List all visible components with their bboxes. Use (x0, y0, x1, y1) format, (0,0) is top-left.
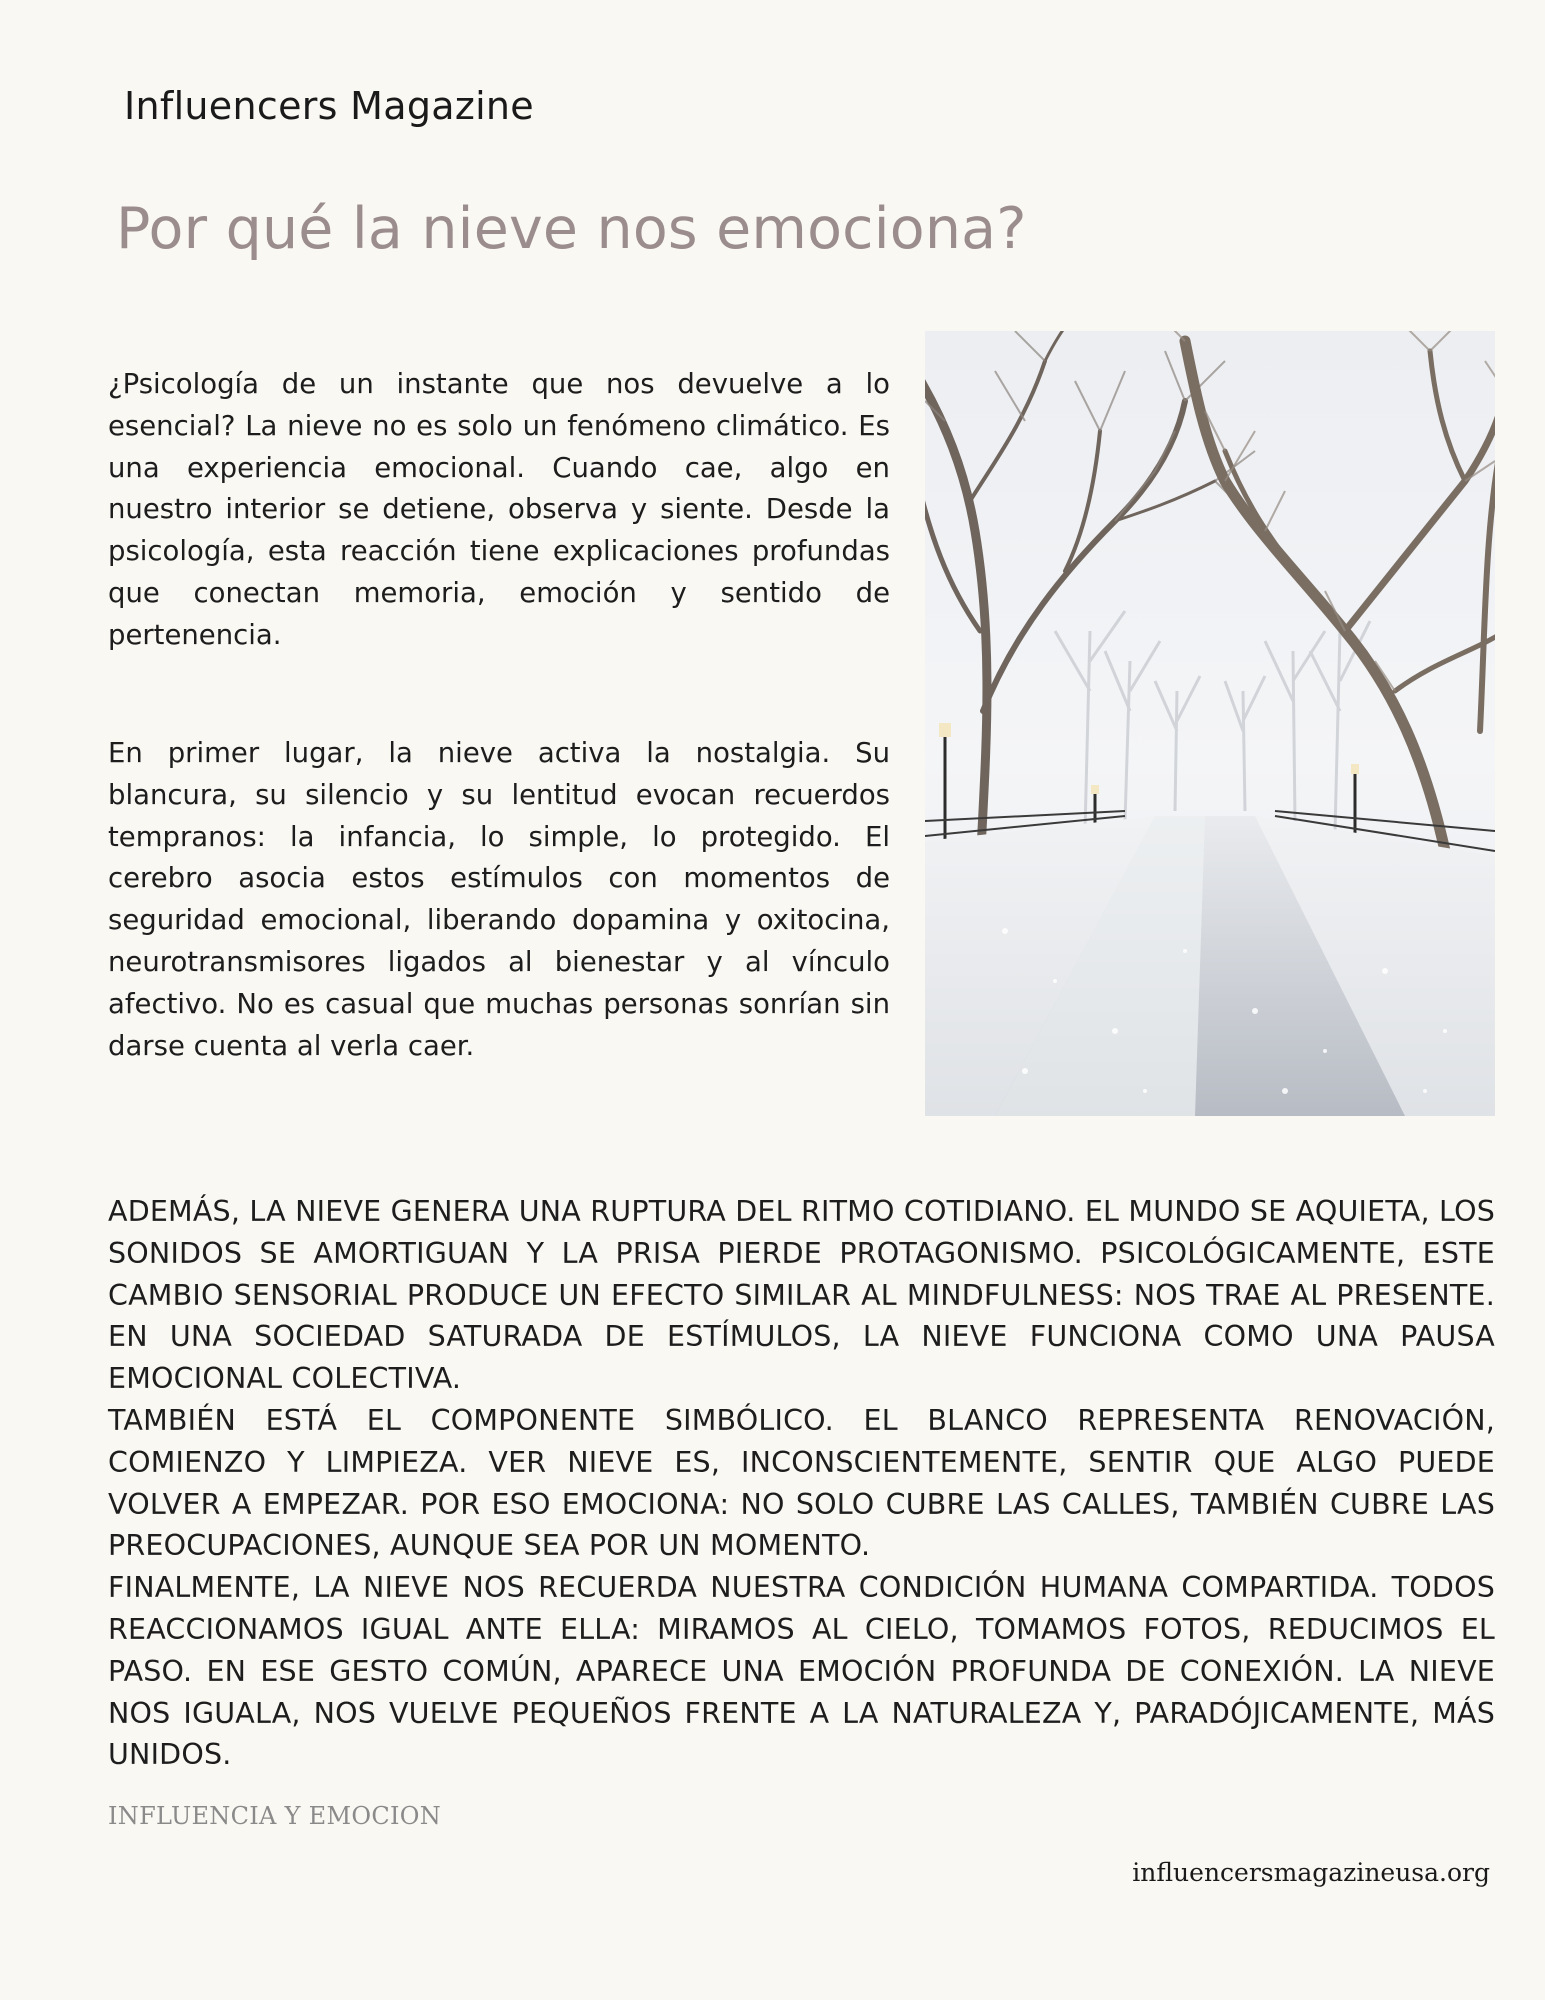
nostalgia-paragraph: En primer lugar, la nieve activa la nostalgia. Su blancura, su silencio y su lentitud evocan recuerdos tempranos: la infancia, lo simple, lo protegido. El cerebro asocia estos estímulos con momentos de seguridad emocional, liberando dopamina y oxitocina, neurotransmisores ligados al bienestar y al vínculo afectivo. No es casual que muchas personas sonrían sin darse cuenta al verla caer. (108, 737, 890, 1062)
symbolic-paragraph: TAMBIÉN ESTÁ EL COMPONENTE SIMBÓLICO. EL BLANCO REPRESENTA RENOVACIÓN, COMIENZO Y LIMPIEZA. VER NIEVE ES, INCONSCIENTEMENTE, SENTIR QUE ALGO PUEDE VOLVER A EMPEZAR. POR ESO EMOCIONA: NO SOLO CUBRE LAS CALLES, TAMBIÉN CUBRE LAS PREOCUPACIONES, AUNQUE SEA POR UN MOMENTO. (108, 1403, 1495, 1563)
rhythm-paragraph: ADEMÁS, LA NIEVE GENERA UNA RUPTURA DEL RITMO COTIDIANO. EL MUNDO SE AQUIETA, LOS SONIDOS SE AMORTIGUAN Y LA PRISA PIERDE PROTAGONISMO. PSICOLÓGICAMENTE, ESTE CAMBIO SENSORIAL PRODUCE UN EFECTO SIMILAR AL MINDFULNESS: NOS TRAE AL PRESENTE. EN UNA SOCIEDAD SATURADA DE ESTÍMULOS, LA NIEVE FUNCIONA COMO UNA PAUSA EMOCIONAL COLECTIVA. (108, 1195, 1495, 1396)
article-title: Por qué la nieve nos emociona? (116, 196, 1027, 262)
intro-paragraph: ¿Psicología de un instante que nos devuelve a lo esencial? La nieve no es solo un fenómeno climático. Es una experiencia emocional. Cuando cae, algo en nuestro interior se detiene, observa y siente. Desde la psicología, esta reacción tiene explicaciones profundas que conectan memoria, emoción y sentido de pertenencia. (108, 368, 890, 651)
snowy-park-photo (925, 331, 1495, 1116)
shared-humanity-paragraph: FINALMENTE, LA NIEVE NOS RECUERDA NUESTRA CONDICIÓN HUMANA COMPARTIDA. TODOS REACCIONAMOS IGUAL ANTE ELLA: MIRAMOS AL CIELO, TOMAMOS FOTOS, REDUCIMOS EL PASO. EN ESE GESTO COMÚN, APARECE UNA EMOCIÓN PROFUNDA DE CONEXIÓN. LA NIEVE NOS IGUALA, NOS VUELVE PEQUEÑOS FRENTE A LA NATURALEZA Y, PARADÓJICAMENTE, MÁS UNIDOS. (108, 1571, 1495, 1772)
section-label: INFLUENCIA Y EMOCION (108, 1802, 442, 1830)
website-link[interactable]: influencersmagazineusa.org (1132, 1858, 1490, 1887)
magazine-name: Influencers Magazine (124, 84, 534, 128)
article-body-uppercase (108, 1191, 1495, 1776)
